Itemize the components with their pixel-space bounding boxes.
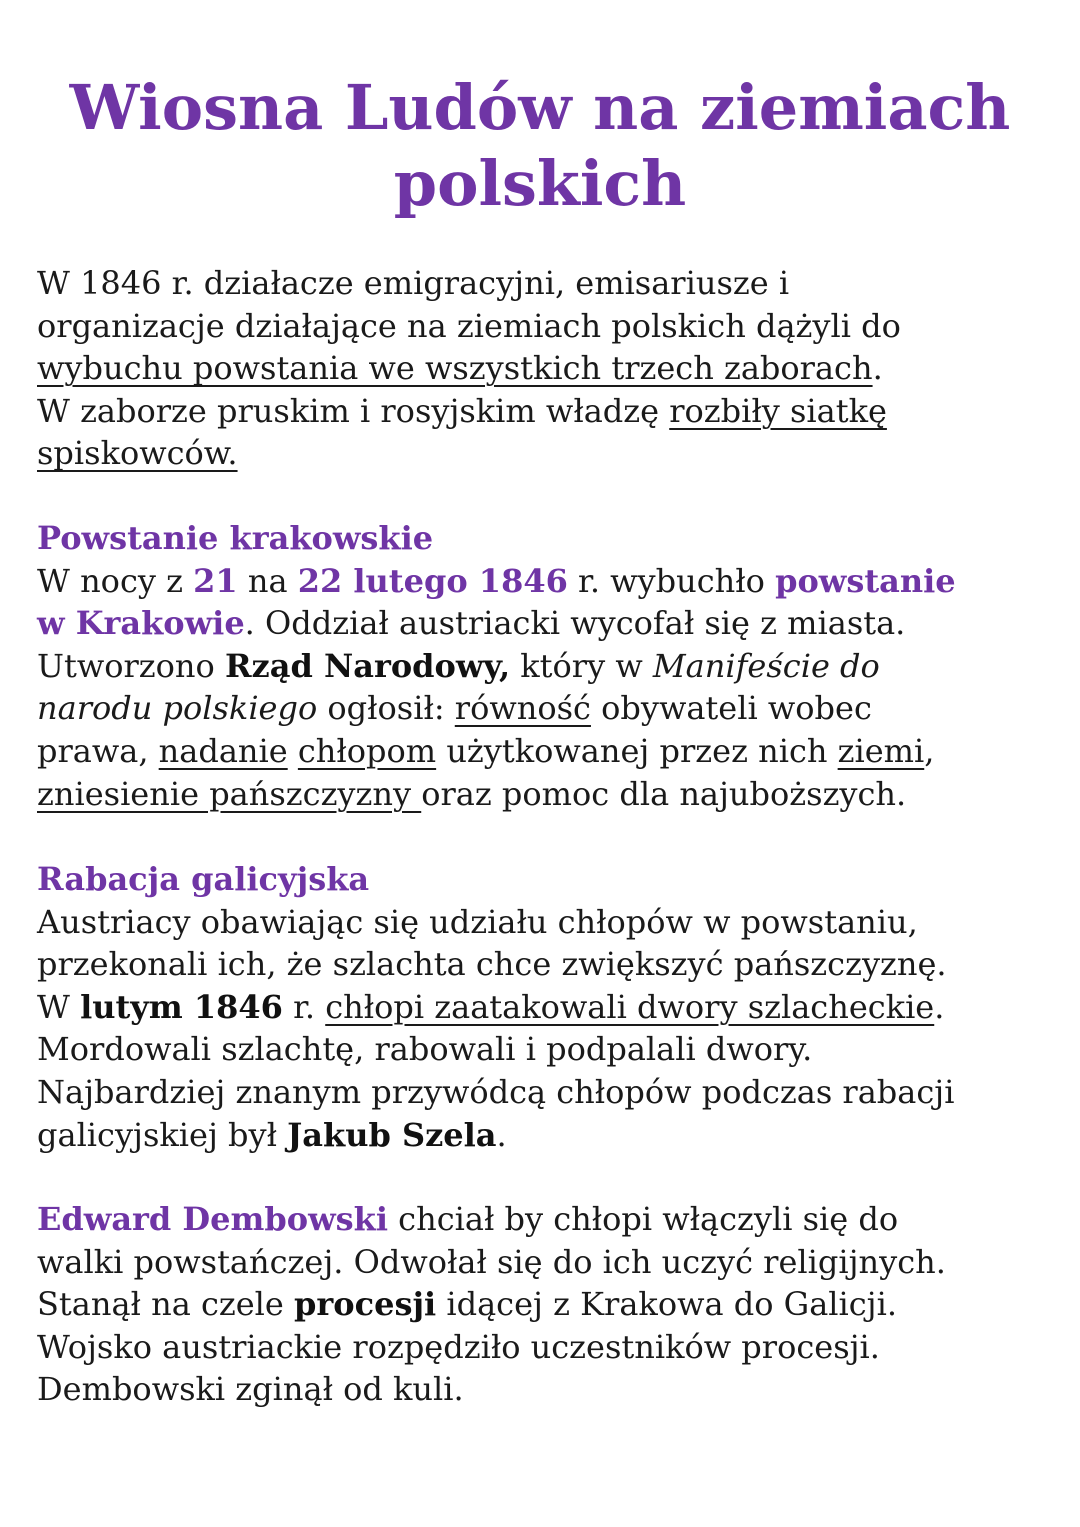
highlighted-date: 21 bbox=[193, 561, 238, 600]
text-line: walki powstańczej. Odwołał się do ich uczyć religijnych. bbox=[37, 1242, 946, 1281]
text-fragment: W zaborze pruskim i rosyjskim władzę bbox=[37, 391, 670, 430]
bold-name: Jakub Szela bbox=[287, 1115, 497, 1154]
text-fragment: ogłosił: bbox=[317, 689, 455, 728]
underlined-text: ziemi bbox=[837, 731, 925, 770]
highlighted-name: Edward Dembowski bbox=[37, 1200, 388, 1238]
text-fragment: . bbox=[496, 1115, 507, 1154]
text-line: W 1846 r. działacze emigracyjni, emisariusze i bbox=[37, 264, 790, 302]
text-line: Mordowali szlachtę, rabowali i podpalali dwory. bbox=[37, 1030, 813, 1069]
text-fragment: . bbox=[872, 349, 883, 388]
text-fragment: Utworzono bbox=[37, 646, 225, 685]
text-line: Dembowski zginął od kuli. bbox=[37, 1370, 464, 1409]
text-line bbox=[37, 432, 1047, 475]
bold-term: Rząd Narodowy, bbox=[224, 646, 511, 685]
underlined-text: chłopi zaatakowali dwory szlacheckie bbox=[325, 987, 935, 1026]
intro-paragraph bbox=[37, 262, 1047, 475]
page-title-line-1: Wiosna Ludów na ziemiach bbox=[69, 71, 1011, 144]
text-line bbox=[37, 560, 1047, 603]
text-fragment: W nocy z bbox=[37, 561, 194, 600]
underlined-text: równość bbox=[454, 689, 591, 728]
italic-title: Manifeście do bbox=[652, 646, 880, 685]
text-fragment: chciał by chłopi włączyli się do bbox=[388, 1200, 899, 1238]
text-fragment: prawa, bbox=[37, 731, 159, 770]
text-line bbox=[37, 773, 1047, 816]
highlighted-date: 22 lutego 1846 bbox=[297, 561, 568, 600]
text-fragment: r. bbox=[282, 987, 326, 1026]
text-fragment: Stanął na czele bbox=[37, 1285, 295, 1324]
underlined-text: zniesienie pańszczyzny bbox=[37, 774, 422, 813]
text-line bbox=[37, 1283, 1047, 1326]
text-line bbox=[37, 1114, 1047, 1157]
text-fragment: r. wybuchło bbox=[567, 561, 776, 600]
text-fragment: . bbox=[934, 987, 945, 1026]
text-line bbox=[37, 687, 1047, 730]
text-line bbox=[37, 602, 1047, 645]
text-fragment: oraz pomoc dla najuboższych. bbox=[421, 774, 907, 813]
text-fragment: na bbox=[237, 561, 298, 600]
underlined-text: spiskowców. bbox=[37, 434, 238, 473]
italic-title: narodu polskiego bbox=[37, 689, 318, 728]
bold-date: lutym 1846 bbox=[80, 987, 283, 1026]
text-line: Najbardziej znanym przywódcą chłopów podczas rabacji bbox=[37, 1072, 955, 1111]
page-title bbox=[60, 70, 1020, 222]
text-fragment: obywateli wobec bbox=[590, 689, 872, 728]
text-fragment: W bbox=[37, 987, 81, 1026]
section-edward-dembowski bbox=[37, 1198, 1047, 1411]
highlighted-term: w Krakowie bbox=[37, 604, 245, 643]
text-line bbox=[37, 645, 1047, 688]
highlighted-term: powstanie bbox=[775, 561, 956, 600]
text-line bbox=[37, 730, 1047, 773]
text-line: organizacje działające na ziemiach polskich dążyli do bbox=[37, 306, 901, 345]
text-fragment: który w bbox=[510, 646, 653, 685]
underlined-text: nadanie bbox=[158, 731, 288, 770]
text-line: Wojsko austriackie rozpędziło uczestników procesji. bbox=[37, 1327, 880, 1366]
underlined-text: chłopom bbox=[297, 731, 437, 770]
text-fragment: użytkowanej przez nich bbox=[436, 731, 838, 770]
text-line bbox=[37, 390, 1047, 433]
page-title-line-2: polskich bbox=[393, 147, 687, 220]
section-powstanie-krakowskie bbox=[37, 517, 1047, 815]
text-line bbox=[37, 347, 1047, 390]
text-line bbox=[37, 986, 1047, 1029]
underlined-text: wybuchu powstania we wszystkich trzech zaborach bbox=[37, 349, 873, 388]
text-fragment: , bbox=[924, 731, 935, 770]
section-rabacja-galicyjska bbox=[37, 858, 1047, 1156]
section-heading: Powstanie krakowskie bbox=[37, 519, 434, 557]
text-fragment bbox=[288, 732, 298, 770]
text-line bbox=[37, 1198, 1047, 1241]
text-line: Austriacy obawiając się udziału chłopów w powstaniu, bbox=[37, 902, 918, 941]
section-heading: Rabacja galicyjska bbox=[37, 860, 370, 898]
bold-term: procesji bbox=[294, 1285, 437, 1324]
text-fragment: idącej z Krakowa do Galicji. bbox=[436, 1285, 897, 1324]
text-line: przekonali ich, że szlachta chce zwiększyć pańszczyznę. bbox=[37, 945, 947, 984]
underlined-text: rozbiły siatkę bbox=[669, 391, 887, 430]
text-fragment: . Oddział austriacki wycofał się z miasta. bbox=[244, 604, 906, 643]
text-fragment: galicyjskiej był bbox=[37, 1115, 288, 1154]
